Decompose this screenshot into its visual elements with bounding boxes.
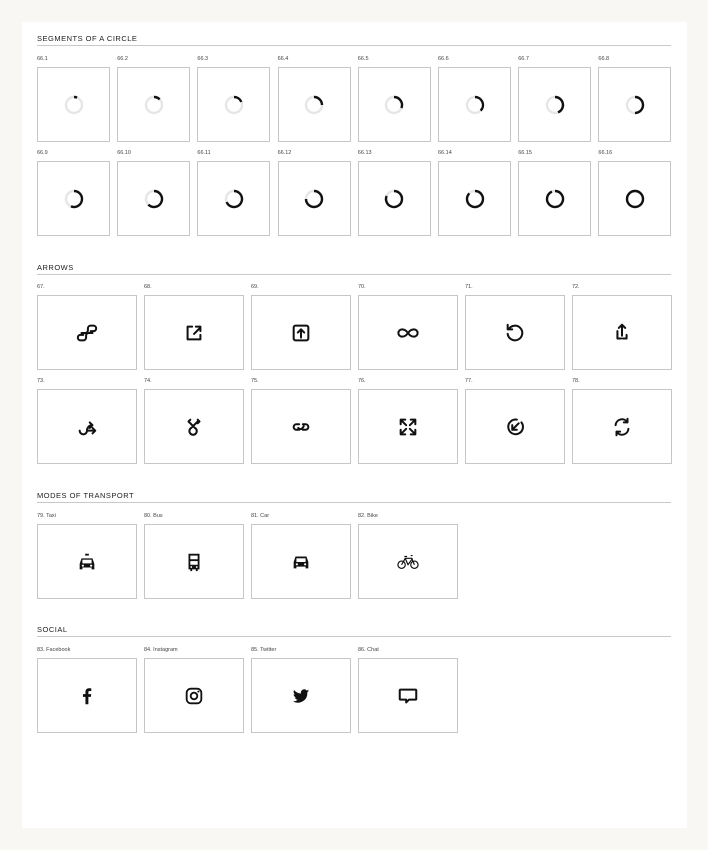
item-card (518, 67, 591, 142)
segment-circle-icon (222, 93, 246, 117)
arrow-item (572, 284, 672, 370)
item-label: 66.8 (598, 56, 610, 62)
arrow-item (572, 378, 672, 464)
item-card (598, 67, 671, 142)
item-card (37, 389, 137, 464)
item-card (358, 524, 458, 599)
item-label: 66.11 (197, 150, 211, 156)
segment-circle-icon (302, 187, 326, 211)
segment-circle-icon (382, 93, 406, 117)
segment-item (37, 56, 110, 142)
arrow-item (251, 284, 351, 370)
item-label: 83. Facebook (37, 647, 71, 653)
item-label: 66.14 (438, 150, 452, 156)
loop-right-arrow-icon (76, 416, 98, 438)
item-card (37, 161, 110, 236)
segment-circle-icon (62, 187, 86, 211)
item-label: 72. (572, 284, 580, 290)
item-label: 66.2 (117, 56, 128, 62)
item-label: 80. Bus (144, 513, 163, 519)
item-card (518, 161, 591, 236)
segment-circle-icon (382, 187, 406, 211)
arrow-item (144, 378, 244, 464)
item-label: 68. (144, 284, 152, 290)
item-card (438, 161, 511, 236)
segment-item (197, 56, 270, 142)
item-card (37, 524, 137, 599)
item-card (117, 67, 190, 142)
item-card (572, 389, 672, 464)
transport-item (144, 513, 244, 599)
item-label: 66.13 (357, 150, 372, 156)
item-card (278, 67, 351, 142)
segment-circle-icon (463, 93, 487, 117)
item-card (358, 389, 458, 464)
section-title: MODES OF TRANSPORT (37, 491, 671, 503)
segment-item (438, 150, 511, 236)
taxi-icon (76, 551, 98, 573)
segment-circle-icon (62, 93, 86, 117)
infinity-icon (397, 322, 419, 344)
item-card (117, 161, 190, 236)
segment-circle-icon (302, 93, 326, 117)
arrow-item (251, 378, 351, 464)
item-card (251, 658, 351, 733)
transport-item (37, 513, 137, 599)
item-label: 66.3 (197, 56, 209, 62)
segment-circle-icon (543, 187, 567, 211)
segment-item (278, 56, 351, 142)
item-label: 66.4 (277, 56, 289, 62)
item-card (358, 295, 458, 370)
item-label: 85. Twitter (251, 647, 277, 653)
segment-item (598, 56, 671, 142)
square-up-arrow-icon (290, 322, 312, 344)
item-label: 74. (144, 378, 152, 384)
social-item (144, 647, 244, 733)
segment-circle-icon (463, 187, 487, 211)
segment-item (197, 150, 270, 236)
rotate-ccw-icon (504, 322, 526, 344)
car-icon (290, 551, 312, 573)
segment-item (117, 150, 190, 236)
twist-up-arrows-icon (183, 416, 205, 438)
item-card (358, 67, 431, 142)
arrow-item (37, 378, 137, 464)
item-card (144, 658, 244, 733)
segment-item (278, 150, 351, 236)
item-label: 70. (358, 284, 366, 290)
segment-item (598, 150, 671, 236)
arrow-item (358, 378, 458, 464)
arrow-item (465, 284, 565, 370)
segment-circle-icon (623, 93, 647, 117)
arrow-item (465, 378, 565, 464)
segment-circle-icon (623, 187, 647, 211)
item-card (251, 295, 351, 370)
segment-item (518, 150, 591, 236)
segment-circle-icon (543, 93, 567, 117)
twitter-icon (290, 685, 312, 707)
item-label: 73. (37, 378, 45, 384)
section-segments (37, 34, 671, 156)
chat-icon (397, 685, 419, 707)
facebook-icon (76, 685, 98, 707)
transport-item (358, 513, 458, 599)
item-label: 66.15 (518, 150, 532, 156)
share-box-arrow-icon (183, 322, 205, 344)
bus-icon (183, 551, 205, 573)
section-arrows (37, 263, 671, 384)
item-card (251, 389, 351, 464)
segment-item (117, 56, 190, 142)
item-label: 81. Car (251, 513, 270, 519)
item-card (438, 67, 511, 142)
item-card (37, 67, 110, 142)
item-label: 66.9 (37, 150, 48, 156)
circle-arrow-in-icon (504, 416, 526, 438)
item-label: 76. (358, 378, 366, 384)
segment-circle-icon (142, 187, 166, 211)
item-card (465, 295, 565, 370)
refresh-icon (611, 416, 633, 438)
item-label: 79. Taxi (37, 513, 56, 519)
item-card (598, 161, 671, 236)
item-card (358, 658, 458, 733)
segment-circle-icon (142, 93, 166, 117)
document-page (22, 22, 687, 828)
segment-item (438, 56, 511, 142)
expand-arrows-icon (397, 416, 419, 438)
item-label: 71. (465, 284, 473, 290)
item-card (465, 389, 565, 464)
bike-icon (397, 551, 419, 573)
segment-item (358, 56, 431, 142)
section-transport (37, 491, 671, 519)
arrow-item (37, 284, 137, 370)
item-label: 75. (251, 378, 259, 384)
section-social (37, 625, 671, 653)
item-label: 66.6 (438, 56, 449, 62)
instagram-icon (183, 685, 205, 707)
item-label: 66.12 (277, 150, 292, 156)
item-label: 67. (37, 284, 45, 290)
arrow-item (144, 284, 244, 370)
item-label: 82. Bike (358, 513, 378, 519)
item-card (197, 161, 270, 236)
item-card (144, 389, 244, 464)
item-label: 66.16 (598, 150, 613, 156)
item-card (37, 295, 137, 370)
item-card (197, 67, 270, 142)
item-label: 86. Chat (358, 647, 379, 653)
item-card (37, 658, 137, 733)
section-title: SOCIAL (37, 625, 671, 637)
fork-up-arrow-icon (611, 322, 633, 344)
arrow-item (358, 284, 458, 370)
item-label: 66.10 (117, 150, 131, 156)
item-card (278, 161, 351, 236)
item-card (144, 524, 244, 599)
item-card (572, 295, 672, 370)
section-title: SEGMENTS OF A CIRCLE (37, 34, 671, 46)
social-item (358, 647, 458, 733)
item-label: 77. (465, 378, 473, 384)
social-item (37, 647, 137, 733)
item-card (251, 524, 351, 599)
segment-circle-icon (222, 187, 246, 211)
segment-item (518, 56, 591, 142)
linked-path-icon (76, 322, 98, 344)
item-label: 66.5 (357, 56, 369, 62)
social-item (251, 647, 351, 733)
item-label: 69. (251, 284, 259, 290)
item-card (144, 295, 244, 370)
item-label: 66.7 (518, 56, 529, 62)
item-label: 66.1 (37, 56, 48, 62)
item-card (358, 161, 431, 236)
segment-item (37, 150, 110, 236)
item-label: 84. Instagram (144, 647, 178, 653)
section-title: ARROWS (37, 263, 671, 275)
chain-link-icon (290, 416, 312, 438)
segment-item (358, 150, 431, 236)
item-label: 78. (572, 378, 580, 384)
transport-item (251, 513, 351, 599)
